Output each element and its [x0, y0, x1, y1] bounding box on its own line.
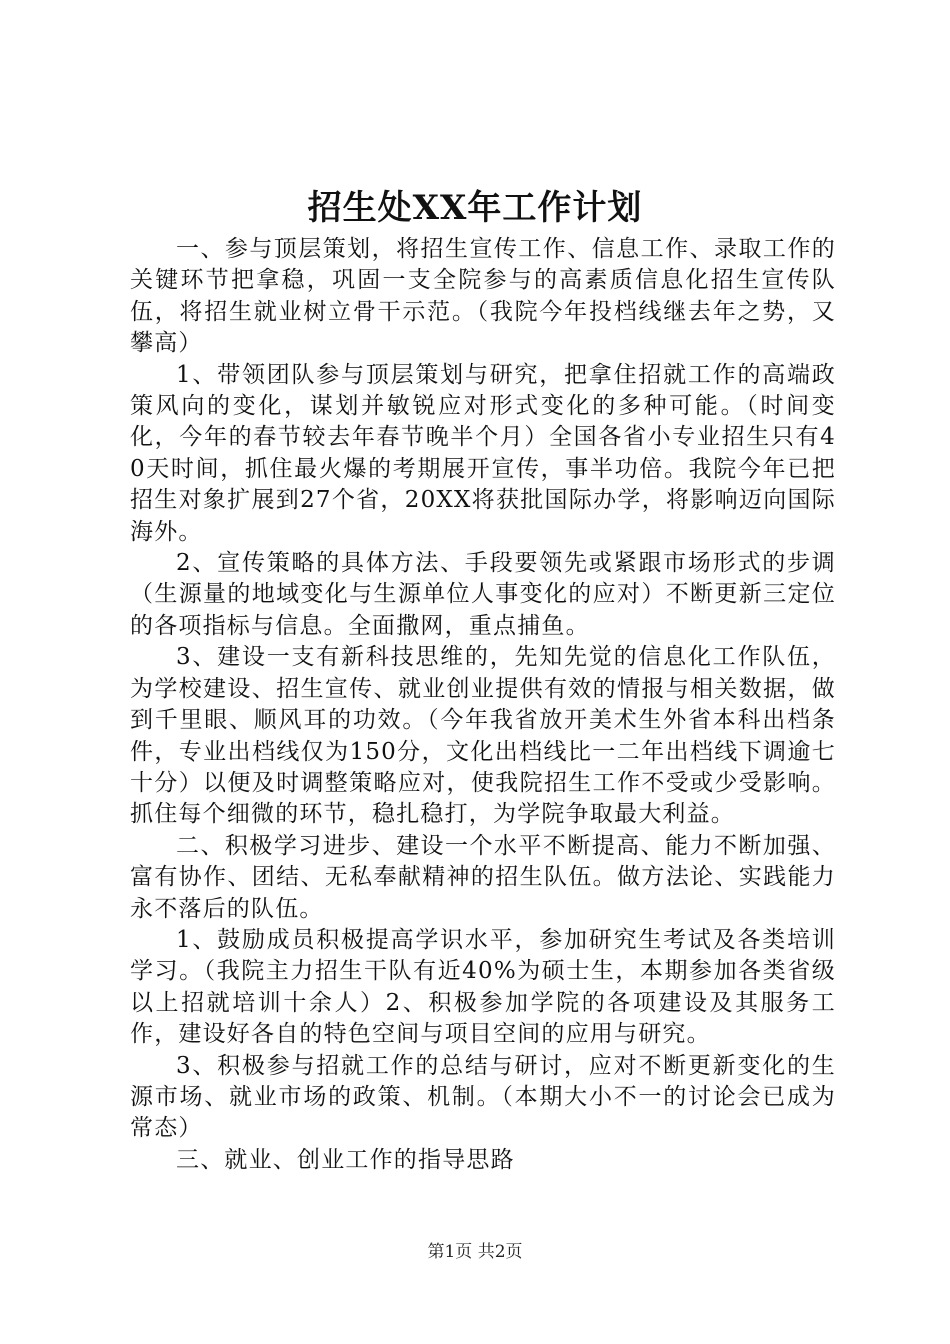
paragraph-4: 3、建设一支有新科技思维的，先知先觉的信息化工作队伍，为学校建设、招生宣传、就业创业提供有效的情报与相关数据，做到千里眼、顺风耳的功效。（今年我省放开美术生外省本科出档条件，专业出档线仅为150分，文化出档线比一二年出档线下调逾七十分）以便及时调整策略应对，使我院招生工作不受或少受影响。抓住每个细微的环节，稳扎稳打，为学院争取最大利益。 — [130, 644, 836, 828]
document-body — [130, 234, 836, 1176]
paragraph-2: 1、带领团队参与顶层策划与研究，把拿住招就工作的高端政策风向的变化，谋划并敏锐应对形式变化的多种可能。（时间变化，今年的春节较去年春节晚半个月）全国各省小专业招生只有40天时间，抓住最火爆的考期展开宣传，事半功倍。我院今年已把招生对象扩展到27个省，20XX将获批国际办学，将影响迈向国际海外。 — [130, 361, 836, 545]
document-title: 招生处XX年工作计划 — [307, 188, 643, 228]
paragraph-6: 1、鼓励成员积极提高学识水平，参加研究生考试及各类培训学习。（我院主力招生干队有近40%为硕士生，本期参加各类省级以上招就培训十余人）2、积极参加学院的各项建设及其服务工作，建设好各自的特色空间与项目空间的应用与研究。 — [130, 926, 836, 1048]
page-number-footer: 第1页 共2页 — [427, 1242, 523, 1262]
paragraph-8: 三、就业、创业工作的指导思路 — [176, 1146, 515, 1173]
paragraph-5: 二、积极学习进步、建设一个水平不断提高、能力不断加强、富有协作、团结、无私奉献精神的招生队伍。做方法论、实践能力永不落后的队伍。 — [130, 832, 836, 922]
paragraph-7: 3、积极参与招就工作的总结与研讨，应对不断更新变化的生源市场、就业市场的政策、机制。（本期大小不一的讨论会已成为常态） — [130, 1052, 836, 1142]
paragraph-3: 2、宣传策略的具体方法、手段要领先或紧跟市场形式的步调（生源量的地域变化与生源单位人事变化的应对）不断更新三定位的各项指标与信息。全面撒网，重点捕鱼。 — [130, 550, 836, 639]
paragraph-1: 一、参与顶层策划，将招生宣传工作、信息工作、录取工作的关键环节把拿稳，巩固一支全院参与的高素质信息化招生宣传队伍，将招生就业树立骨干示范。（我院今年投档线继去年之势，又攀高） — [130, 236, 836, 357]
